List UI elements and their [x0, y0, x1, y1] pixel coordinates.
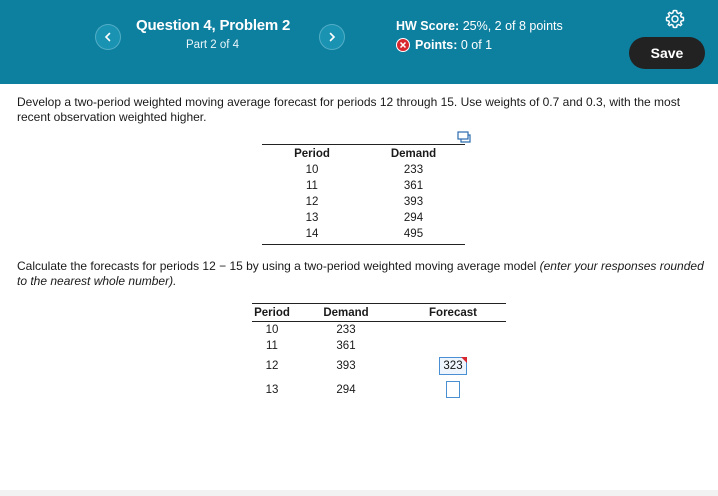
hw-score-value: 25%, 2 of 8 points — [462, 19, 563, 33]
forecast-answer-value: 323 — [443, 359, 463, 372]
period-header: Period — [262, 145, 362, 162]
period-cell: 12 — [305, 195, 319, 208]
demand-cell: 294 — [336, 383, 356, 396]
forecast-cell — [400, 322, 506, 338]
gear-icon[interactable] — [664, 8, 686, 30]
points-status — [396, 38, 492, 52]
forecast-answer-input-period-13[interactable] — [446, 381, 460, 398]
points-value: 0 of 1 — [460, 38, 493, 52]
demand-cell: 233 — [403, 163, 424, 176]
hw-score — [396, 19, 563, 33]
previous-question-button[interactable] — [95, 24, 121, 50]
chevron-right-icon — [327, 32, 337, 42]
calculation-instructions — [17, 259, 712, 289]
incorrect-flag-icon — [461, 357, 467, 363]
table-row — [262, 226, 465, 245]
table-row — [262, 210, 465, 226]
bottom-bar — [0, 490, 718, 496]
points-label: Points: — [415, 38, 458, 52]
table-row — [262, 162, 465, 178]
period-cell: 11 — [266, 339, 278, 352]
forecast-answer-input-period-12[interactable] — [439, 357, 466, 375]
table-row — [252, 322, 506, 338]
question-title: Question 4, Problem 2 — [136, 17, 291, 34]
demand-cell: 393 — [336, 359, 356, 372]
table-row — [262, 194, 465, 210]
forecast-cell — [400, 378, 506, 402]
demand-data-table — [262, 144, 465, 245]
save-button[interactable]: Save — [629, 37, 705, 69]
calc-text: Calculate the forecasts for periods 12 − 15 by using a two-period weighted moving average model — [17, 259, 540, 273]
period-cell: 14 — [262, 226, 362, 245]
chevron-left-icon — [103, 32, 113, 42]
table-row — [252, 378, 506, 402]
table-row — [262, 178, 465, 194]
question-part: Part 2 of 4 — [186, 39, 240, 51]
calc-note: (enter your responses rounded to the nearest whole number). — [17, 259, 704, 288]
forecast-answer-table — [252, 303, 506, 402]
demand-cell: 393 — [403, 195, 424, 208]
period-header: Period — [252, 304, 292, 322]
next-question-button[interactable] — [319, 24, 345, 50]
period-cell: 12 — [265, 359, 279, 372]
demand-cell: 294 — [403, 211, 424, 224]
forecast-cell — [400, 354, 506, 378]
period-cell: 10 — [265, 323, 279, 336]
demand-header: Demand — [292, 304, 400, 322]
forecast-header: Forecast — [400, 304, 506, 322]
hw-score-label: HW Score: — [396, 19, 460, 33]
demand-cell: 361 — [336, 339, 356, 352]
period-cell: 13 — [305, 211, 319, 224]
problem-instructions: Develop a two-period weighted moving average forecast for periods 12 through 15. Use weights of 0.7 and 0.3, with the most recent observation weighted higher. — [17, 95, 681, 124]
table-row — [252, 354, 506, 378]
table-row — [252, 338, 506, 354]
demand-cell: 495 — [362, 226, 465, 245]
period-cell: 11 — [306, 179, 318, 192]
demand-cell: 361 — [403, 179, 424, 192]
demand-cell: 233 — [336, 323, 356, 336]
period-cell: 10 — [305, 163, 319, 176]
forecast-cell — [400, 338, 506, 354]
period-cell: 13 — [265, 383, 279, 396]
demand-header: Demand — [362, 145, 465, 162]
copy-data-icon[interactable] — [457, 131, 471, 143]
header-bar — [0, 0, 718, 84]
x-circle-icon — [396, 38, 410, 52]
